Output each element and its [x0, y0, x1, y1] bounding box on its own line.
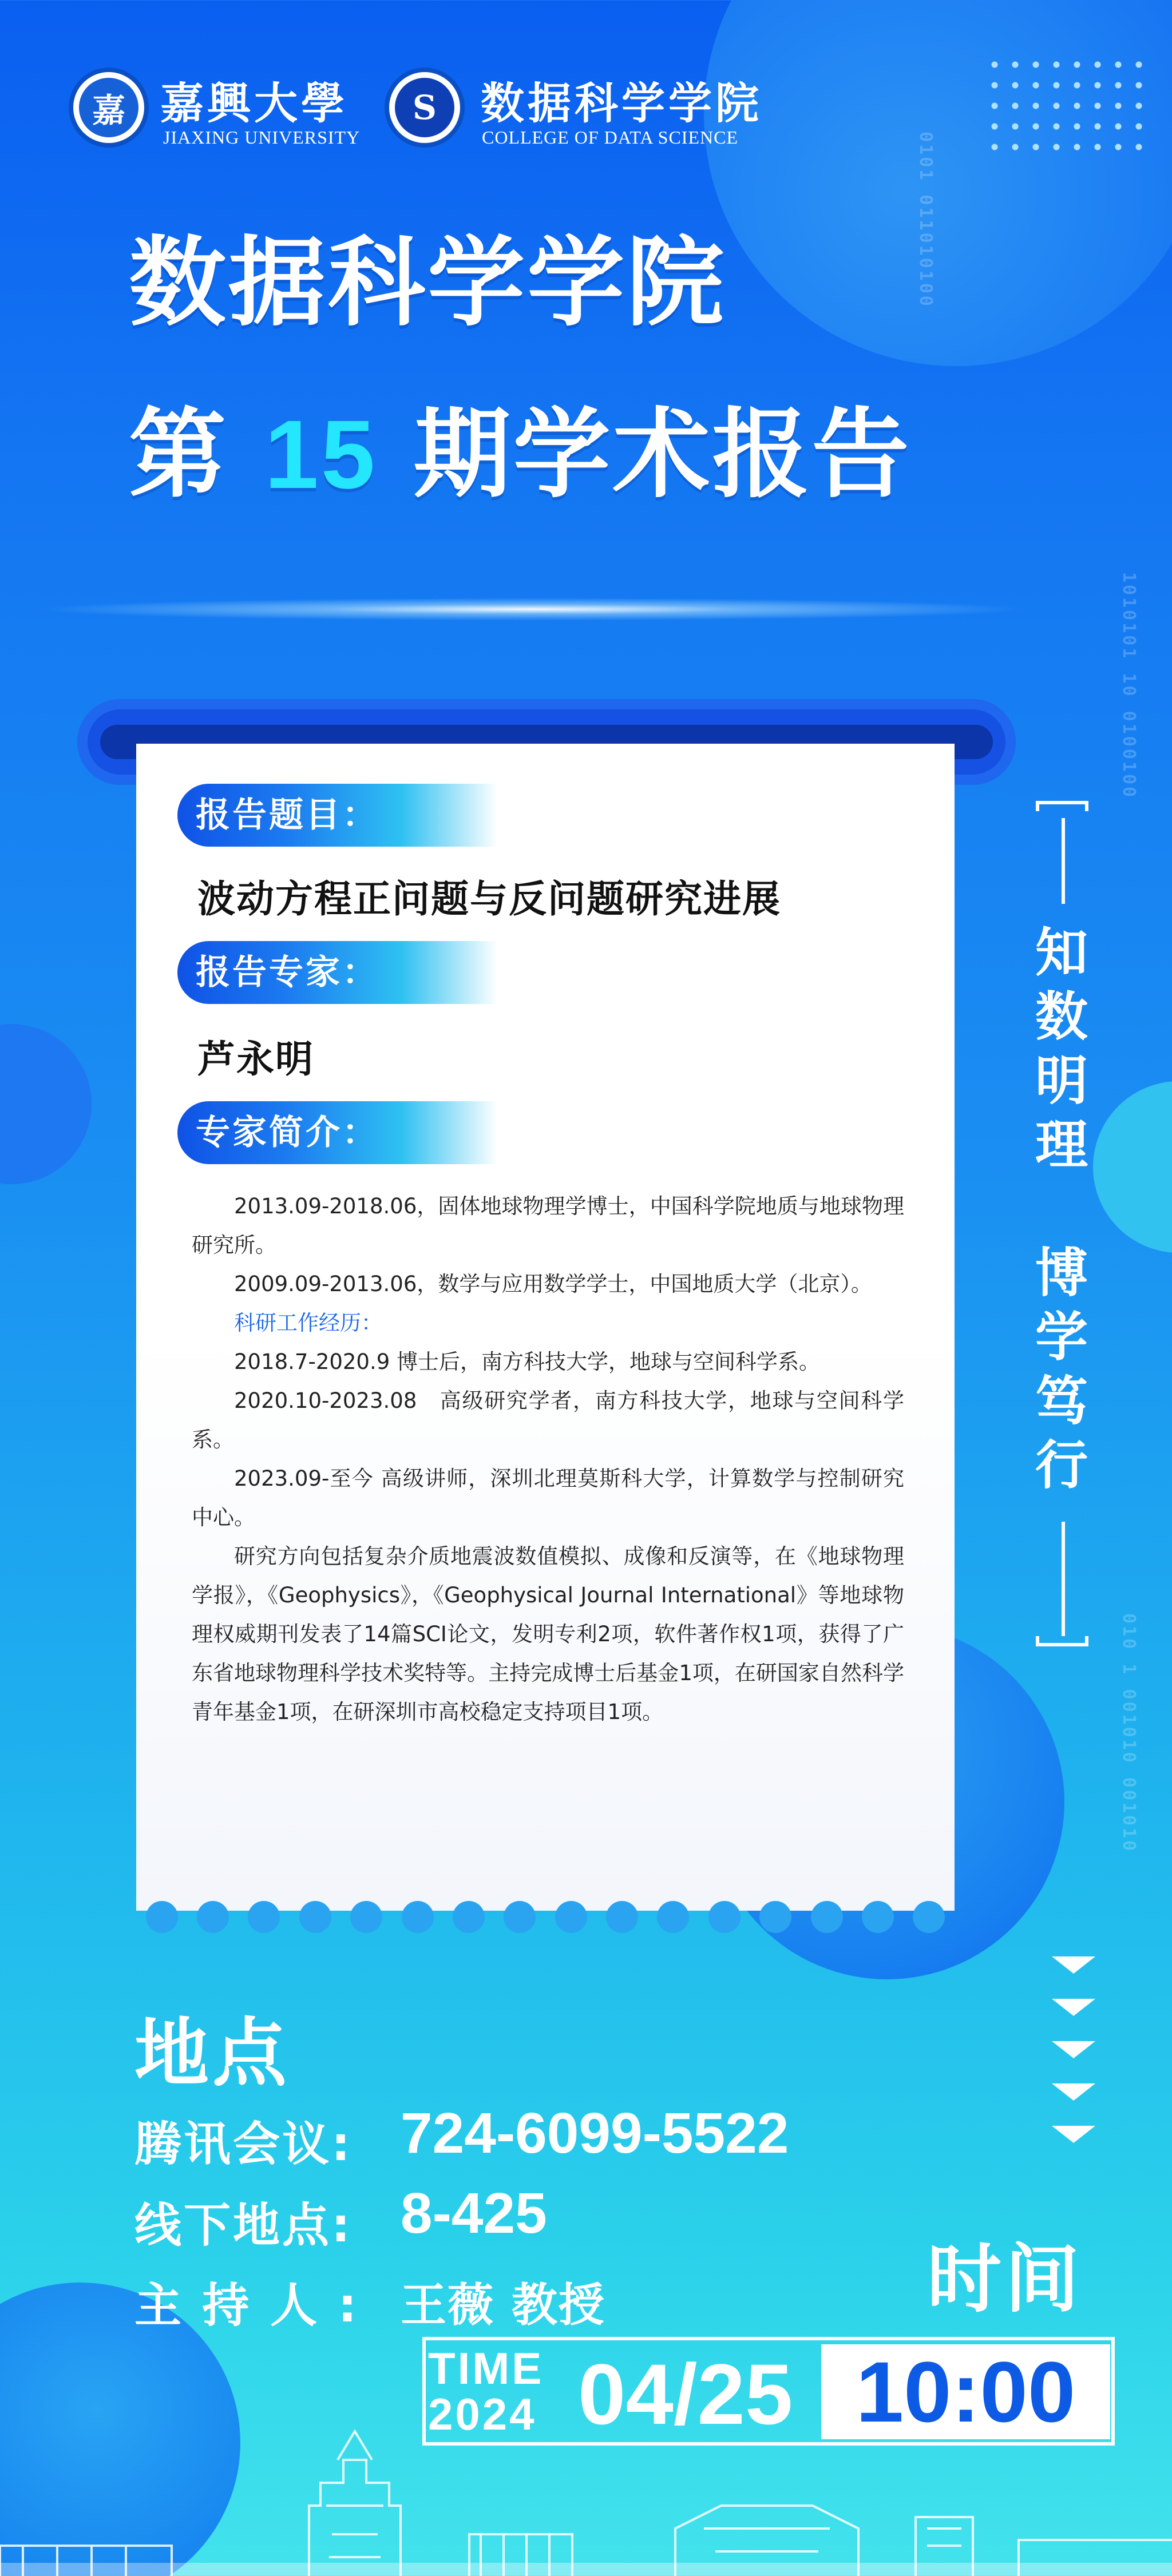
decor-binary-text: 010 1 001010 001010 [1119, 1613, 1139, 1853]
bio-paragraph: 2018.7-2020.9 博士后，南方科技大学，地球与空间科学系。 [234, 1349, 821, 1374]
speaker-name: 芦永明 [197, 1037, 314, 1081]
tencent-meeting-label: 腾讯会议: [134, 2117, 353, 2172]
bio-paragraph: 2009.09-2013.06，数学与应用数学学士，中国地质大学（北京）。 [234, 1272, 872, 1296]
bio-paragraph: 2020.10-2023.08 高级研究学者，南方科技大学，地球与空间科学系。 [192, 1388, 904, 1452]
page-title-line2 [129, 398, 912, 511]
time-heading: 时间 [927, 2236, 1083, 2323]
university-name-en: JIAXING UNIVERSITY [163, 127, 361, 148]
location-heading: 地点 [134, 2010, 291, 2097]
college-name-cn: 数据科学学院 [481, 78, 762, 129]
time-label: TIME 2024 [428, 2343, 544, 2439]
decor-light-streak [34, 598, 1030, 621]
motto-line-bottom [1062, 1522, 1065, 1636]
host-label: 主 持 人 : [134, 2279, 359, 2333]
report-topic: 波动方程正问题与反问题研究进展 [197, 877, 781, 921]
bio-label: 专家简介： [177, 1101, 498, 1164]
bio-paragraph: 研究方向包括复杂介质地震波数值模拟、成像和反演等，在《地球物理学报》，《Geophysics》，《Geophysical Journal International》等地球物理权威期刊发表了14篇SCI论文，发明专利2项，软件著作权1项，获得了广东省地球物理科学技术奖特等。主持完成博士后基金1项，在研国家自然科学青年基金1项，在研深圳市高校稳定支持项目1项。 [192, 1544, 904, 1724]
campus-skyline-illustration [0, 2420, 1172, 2576]
college-logo-icon: S [395, 78, 454, 137]
bio-section-heading: 科研工作经历： [234, 1311, 382, 1335]
decor-binary-text: 1010101 10 0100100 [1119, 572, 1139, 800]
chevron-down-icon [1052, 1956, 1095, 2168]
topic-label: 报告题目： [177, 784, 498, 847]
tencent-meeting-id: 724-6099-5522 [401, 2101, 789, 2165]
decor-circle-left [0, 1024, 92, 1184]
session-number: 15 [264, 400, 378, 509]
decor-binary-text: 0101 011010100 [916, 132, 936, 308]
university-logo [69, 68, 149, 148]
college-name-en: COLLEGE OF DATA SCIENCE [482, 127, 738, 148]
university-logo-icon: 嘉 [79, 78, 138, 137]
page-title-line1: 数据科学学院 [129, 227, 727, 340]
offline-location-value: 8-425 [401, 2181, 547, 2245]
card-scallop-edge [136, 1891, 955, 1925]
bio-paragraph: 2023.09-至今 高级讲师，深圳北理莫斯科大学，计算数学与控制研究中心。 [192, 1466, 904, 1530]
host-name: 王薇 教授 [401, 2279, 605, 2332]
bio-paragraph: 2013.09-2018.06，固体地球物理学博士，中国科学院地质与地球物理研究所。 [192, 1194, 904, 1257]
speaker-bio [192, 1187, 904, 1732]
motto-line-top [1062, 818, 1065, 904]
motto-part2: 博 学 笃 行 [1035, 1243, 1088, 1496]
motto-part1: 知 数 明 理 [1035, 922, 1088, 1176]
motto-bracket-bottom [1036, 1636, 1088, 1646]
university-name-cn: 嘉興大學 [160, 78, 348, 129]
decor-dot-grid [984, 54, 1156, 163]
event-time: 10:00 [821, 2344, 1110, 2439]
decor-circle-right [1093, 1081, 1172, 1253]
speaker-label: 报告专家： [177, 941, 498, 1004]
college-logo [385, 68, 465, 148]
offline-location-label: 线下地点: [134, 2198, 353, 2253]
event-date: 04/25 [578, 2346, 793, 2442]
motto-bracket-top [1036, 801, 1088, 811]
title-prefix: 第 [129, 398, 229, 511]
title-suffix: 期学术报告 [413, 398, 912, 511]
